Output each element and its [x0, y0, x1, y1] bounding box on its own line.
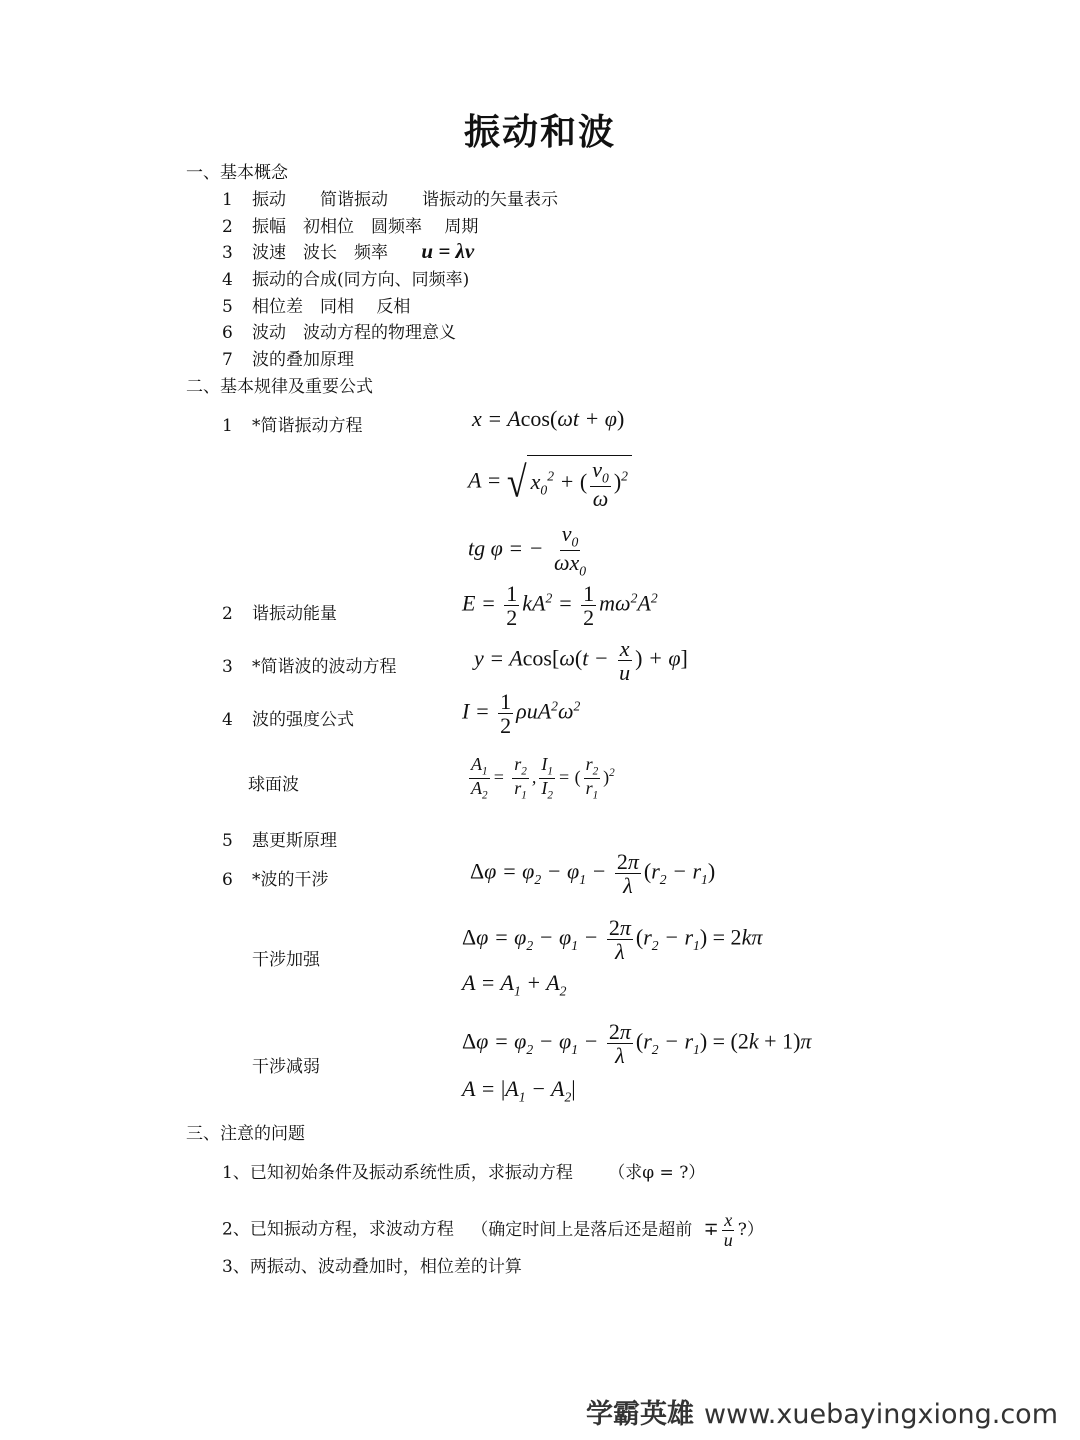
destructive-label: 干涉减弱 [252, 1057, 320, 1077]
formula-label [222, 411, 363, 436]
footer-brand: 学霸英雄 [586, 1399, 695, 1430]
item-number: 1 [222, 416, 233, 436]
section-heading-concepts: 一、基本概念 [186, 163, 288, 183]
lead-lag-term: ∓ $\frac{x}{u}$ ?） [703, 1210, 764, 1250]
page-title: 振动和波 [463, 112, 616, 153]
concept-item [222, 185, 558, 210]
note-hint: （求φ = ?） [608, 1163, 706, 1183]
note-text: 2、已知振动方程，求波动方程 [222, 1219, 454, 1240]
item-text: 振动 简谐振动 谐振动的矢量表示 [252, 190, 558, 210]
item-number: 4 [222, 270, 233, 290]
item-number: 6 [222, 323, 233, 343]
note-text: 1、已知初始条件及振动系统性质，求振动方程 [222, 1163, 573, 1183]
item-number: 3 [222, 657, 233, 677]
concept-item [222, 265, 469, 290]
footer-watermark [586, 1392, 1058, 1431]
concept-item [222, 212, 478, 237]
shm-equation: x = Acos(ωt + φ) [472, 406, 625, 431]
item-number: 5 [222, 831, 233, 851]
concept-item [222, 345, 354, 370]
constructive-condition: $\Delta\varphi = \varphi_2 - \varphi_1$ − $\frac{2\pi}{\lambda}$ $(r_2 - r_1) = 2k\pi$ [462, 915, 763, 965]
concept-item [222, 238, 474, 264]
item-number: 1 [222, 190, 233, 210]
destructive-condition: $\Delta\varphi = \varphi_2 - \varphi_1$ − $\frac{2\pi}{\lambda}$ $(r_2 - r_1) = (2k + 1)\pi$ [462, 1019, 812, 1069]
formula-label [222, 705, 354, 730]
concept-item [222, 318, 456, 343]
destructive-amplitude: $A = |A_1 - A_2|$ [462, 1076, 576, 1105]
energy-formula: E = $\frac{1}{2}$ $kA^2$ = $\frac{1}{2}$ $m\omega^2A^2$ [462, 581, 658, 631]
note-item [222, 1211, 764, 1250]
item-text: 惠更斯原理 [252, 831, 337, 851]
formula-label [222, 652, 397, 677]
constructive-amplitude: $A = A_1 + A_2$ [462, 970, 567, 999]
item-number: 2 [222, 604, 233, 624]
constructive-label: 干涉加强 [252, 950, 320, 970]
formula-label [222, 599, 337, 624]
item-text: *波的干涉 [252, 870, 329, 890]
concept-item [222, 292, 410, 317]
formula-label [222, 826, 337, 851]
wave-equation: y = Acos[ω(t − $\frac{x}{u}$ ) + φ] [474, 636, 688, 686]
item-number: 4 [222, 710, 233, 730]
phase-formula: tg φ = − $\frac{v_0}{\omega x_0}$ [468, 521, 587, 579]
item-text: 振幅 初相位 圆频率 周期 [252, 217, 479, 237]
amplitude-formula: A = √ $x_0^2$ + ( $\frac{v_0}{\omega}$ )$^2$ [468, 455, 632, 510]
footer-url: www.xuebayingxiong.com [704, 1399, 1058, 1430]
item-text: 谐振动能量 [252, 604, 337, 624]
spherical-wave-label: 球面波 [248, 775, 299, 795]
item-text: 相位差 同相 反相 [252, 297, 411, 317]
item-number: 7 [222, 350, 233, 370]
item-number: 2 [222, 217, 233, 237]
item-text: 波动 波动方程的物理意义 [252, 323, 456, 343]
intensity-formula: I = $\frac{1}{2}$ $\rho uA^2\omega^2$ [462, 689, 581, 739]
item-text: 振动的合成(同方向、同频率) [252, 270, 470, 290]
interference-phase-formula: $\Delta\varphi = \varphi_2 - \varphi_1$ − $\frac{2\pi}{\lambda}$ $(r_2 - r_1)$ [470, 849, 716, 899]
item-number: 5 [222, 297, 233, 317]
wave-speed-formula: u = λv [421, 239, 475, 263]
item-text: *简谐振动方程 [252, 416, 363, 436]
item-text: 波的强度公式 [252, 710, 354, 730]
section-heading-formulas: 二、基本规律及重要公式 [186, 377, 373, 397]
item-number: 3 [222, 243, 233, 263]
formula-label [222, 865, 329, 890]
note-item [222, 1252, 522, 1277]
note-text: 3、两振动、波动叠加时，相位差的计算 [222, 1257, 522, 1277]
section-heading-notes: 三、注意的问题 [186, 1124, 305, 1144]
note-item [222, 1158, 705, 1183]
note-hint: （确定时间上是落后还是超前 [471, 1219, 693, 1240]
item-text: 波速 波长 频率 [252, 243, 388, 263]
item-text: 波的叠加原理 [252, 350, 354, 370]
spherical-wave-formula: $\frac{A_1}{A_2}$ = $\frac{r_2}{r_1}$ , $\frac{I_1}{I_2}$ = ( $\frac{r_2}{r_1}$ )$^2$ [471, 754, 615, 802]
item-text: *简谐波的波动方程 [252, 657, 397, 677]
item-number: 6 [222, 870, 233, 890]
